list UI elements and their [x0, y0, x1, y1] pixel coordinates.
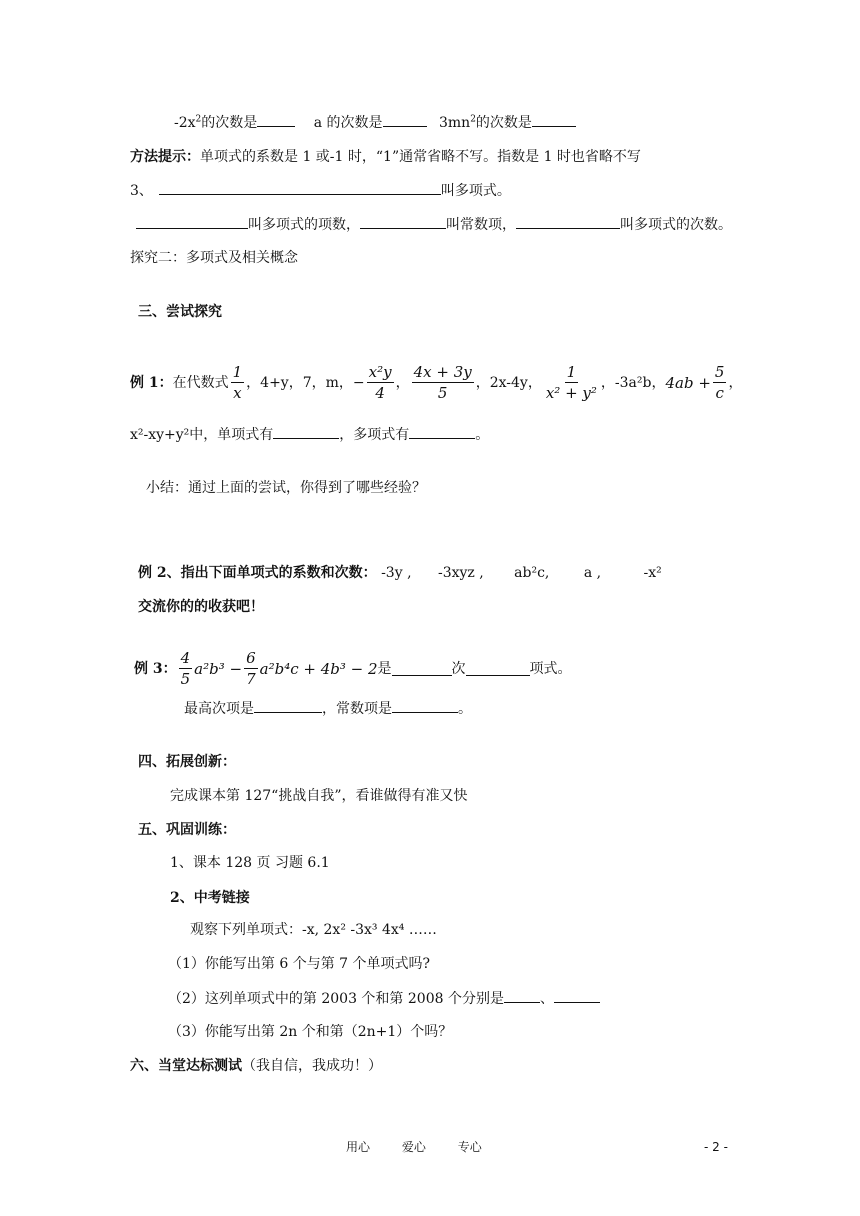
answer-blank[interactable]	[466, 661, 530, 676]
degree-question-line	[174, 112, 576, 133]
example-label: 例 2、指出下面单项式的系数和次数：	[138, 565, 377, 581]
math-expression: a²b³ −	[194, 659, 243, 678]
example-text: 项式。	[529, 660, 572, 677]
exponent: 2	[195, 114, 202, 125]
question-text: （2）这列单项式中的第 2003 个和第 2008 个分别是	[168, 991, 504, 1007]
footer-word: 专心	[457, 1140, 482, 1154]
tip-text: 单项式的系数是 1 或-1 时，“1”通常省略不写。指数是 1 时也省略不写	[200, 149, 641, 165]
section-4-text: 完成课本第 127“挑战自我”，看谁做得有准又快	[170, 788, 468, 804]
example-text: 最高次项是	[184, 701, 254, 717]
example-text: ，多项式有	[339, 427, 410, 443]
numerator: 4	[180, 649, 191, 667]
exercise-question-1: （1）你能写出第 6 个与第 7 个单项式吗?	[168, 956, 431, 972]
math-expression: 4ab +	[665, 373, 711, 392]
section-5-heading: 五、巩固训练：	[138, 822, 236, 838]
numerator: 4x + 3y	[413, 363, 472, 381]
monomial-3: 3mn	[438, 115, 471, 131]
answer-blank[interactable]	[392, 698, 458, 713]
numerator: 1	[566, 363, 577, 381]
example-text: 。	[475, 427, 490, 443]
question-3-continued	[136, 214, 732, 235]
denominator: 7	[246, 670, 256, 688]
exercise-question-3: （3）你能写出第 2n 个和第（2n+1）个吗？	[168, 1024, 453, 1040]
example-text: 是	[377, 660, 392, 677]
monomial-item: -3xyz ,	[437, 565, 484, 581]
answer-blank[interactable]	[159, 180, 441, 195]
denominator: 4	[375, 384, 385, 402]
answer-blank[interactable]	[136, 214, 248, 229]
fraction	[412, 362, 474, 403]
question-number: 3、	[130, 183, 153, 199]
footer-word: 用心	[346, 1140, 371, 1154]
example-1	[130, 362, 742, 403]
answer-blank[interactable]	[392, 661, 452, 676]
section-4-heading: 四、拓展创新：	[138, 754, 236, 770]
footer-word: 爱心	[401, 1140, 426, 1154]
question-3	[130, 180, 511, 201]
separator: 、	[539, 991, 554, 1007]
denominator: x² + y²	[545, 384, 597, 402]
monomial-item: -3y ,	[381, 565, 412, 581]
answer-blank[interactable]	[504, 988, 540, 1003]
example-text: ，4+y，7，m，−	[246, 374, 365, 391]
example-text: 次	[451, 660, 466, 677]
math-expression: a²b⁴c + 4b³ − 2	[259, 659, 378, 678]
monomial-item: a ,	[583, 565, 602, 581]
question-text: 叫多项式。	[440, 183, 511, 199]
fraction	[231, 362, 245, 403]
fraction	[544, 362, 599, 403]
section-6-heading	[130, 1056, 382, 1076]
section-subtitle: （我自信，我成功！）	[242, 1058, 382, 1074]
example-text: 中，单项式有	[189, 427, 274, 443]
example-label: 例 1：	[130, 374, 173, 391]
example-1-line-2	[130, 424, 489, 445]
share-prompt: 交流你的的收获吧！	[138, 599, 264, 615]
section-title: 六、当堂达标测试	[130, 1058, 242, 1074]
observation-line: 观察下列单项式：-x, 2x² -3x³ 4x⁴ ……	[190, 922, 437, 938]
tip-label: 方法提示：	[130, 149, 200, 165]
exercise-1: 1、课本 128 页 习题 6.1	[170, 855, 330, 871]
question-text: 叫多项式的项数，	[248, 217, 360, 233]
label-text: 的次数是	[475, 115, 532, 131]
answer-blank[interactable]	[360, 214, 446, 229]
answer-blank[interactable]	[254, 698, 322, 713]
separator: ，	[728, 374, 743, 391]
example-text: 。	[458, 701, 472, 717]
explore-2-heading: 探究二：多项式及相关概念	[130, 250, 298, 266]
example-text: ，-3a²b，	[600, 374, 666, 391]
denominator: 5	[180, 670, 191, 688]
monomial-2-label: a 的次数是	[313, 115, 383, 131]
example-text: ，常数项是	[322, 701, 392, 717]
monomial-item: -x²	[643, 565, 662, 581]
footer-motto	[346, 1137, 482, 1157]
denominator: x	[233, 384, 242, 402]
exponent: 2	[470, 114, 476, 125]
method-tip	[130, 147, 641, 167]
answer-blank[interactable]	[554, 988, 600, 1003]
label-text: 的次数是	[201, 115, 258, 131]
denominator: c	[715, 384, 724, 402]
fraction	[179, 648, 193, 689]
example-text: ，2x-4y，	[475, 374, 542, 391]
fraction	[244, 648, 258, 689]
answer-blank[interactable]	[383, 112, 427, 127]
example-2	[138, 563, 662, 583]
monomial-1: -2x	[174, 115, 196, 131]
denominator: 5	[437, 384, 448, 402]
exercise-2	[170, 888, 250, 908]
page-number: - 2 -	[704, 1140, 728, 1154]
numerator: 1	[232, 363, 243, 381]
example-label: 例 3：	[134, 660, 177, 677]
answer-blank[interactable]	[516, 214, 620, 229]
answer-blank[interactable]	[409, 424, 475, 439]
exercise-question-2	[168, 988, 600, 1009]
numerator: 5	[714, 363, 725, 381]
numerator: x²y	[368, 363, 392, 381]
example-text: 在代数式	[172, 374, 229, 391]
question-text: 叫常数项，	[446, 217, 516, 233]
question-text: 叫多项式的次数。	[620, 217, 732, 233]
separator: ，	[395, 374, 410, 391]
answer-blank[interactable]	[532, 112, 576, 127]
fraction	[367, 362, 394, 403]
exercise-label: 2、中考链接	[170, 890, 250, 906]
fraction	[713, 362, 727, 403]
polynomial-expression: x²-xy+y²	[130, 427, 190, 443]
example-3	[134, 648, 572, 689]
summary-prompt: 小结：通过上面的尝试，你得到了哪些经验？	[146, 480, 426, 496]
section-3-heading: 三、尝试探究	[138, 304, 222, 320]
answer-blank[interactable]	[257, 112, 295, 127]
answer-blank[interactable]	[273, 424, 339, 439]
monomial-item: ab²c,	[514, 565, 550, 581]
numerator: 6	[246, 649, 256, 667]
example-3-line-2	[184, 698, 472, 719]
